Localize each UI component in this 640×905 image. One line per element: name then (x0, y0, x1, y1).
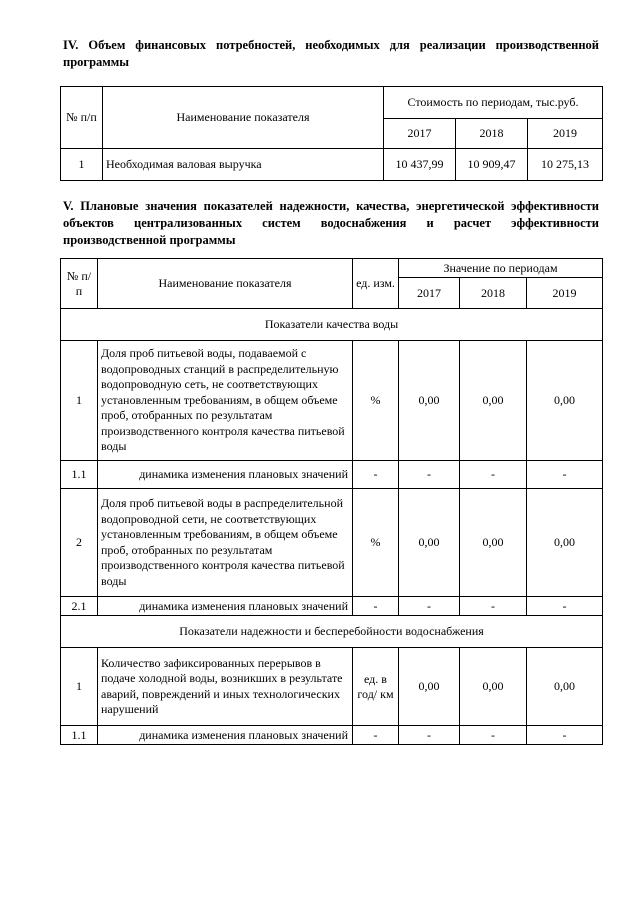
header-name: Наименование показателя (98, 259, 353, 309)
row-name: динамика изменения плановых значений (98, 726, 353, 745)
row-value: - (460, 597, 527, 616)
header-num: № п/п (61, 87, 103, 149)
header-year: 2019 (527, 278, 603, 309)
row-value: 0,00 (460, 648, 527, 726)
row-value: 0,00 (460, 489, 527, 597)
group-title: Показатели надежности и бесперебойности водоснабжения (61, 616, 603, 648)
header-values: Значение по периодам (399, 259, 603, 278)
row-value: 0,00 (399, 341, 460, 461)
table-row (61, 489, 603, 597)
row-value: 0,00 (527, 489, 603, 597)
row-name: Доля проб питьевой воды в распределительной водопроводной сети, не соответствующих установленным требованиям, в общем объеме проб, отобранных по результатам производственного контроля качества питьевой воды (98, 489, 353, 597)
row-unit: - (353, 597, 399, 616)
section-5-heading: V. Плановые значения показателей надежности, качества, энергетической эффективности объектов централизованных систем водоснабжения и расчет эффективности производственной программы (63, 199, 599, 247)
row-name: Необходимая валовая выручка (103, 149, 384, 181)
row-value: - (527, 726, 603, 745)
header-cost: Стоимость по периодам, тыс.руб. (384, 87, 603, 119)
header-num: № п/п (61, 259, 98, 309)
row-value: 0,00 (399, 489, 460, 597)
row-num: 1.1 (61, 461, 98, 489)
table-row (61, 461, 603, 489)
financial-needs-table (60, 86, 603, 181)
row-num: 1.1 (61, 726, 98, 745)
row-value: - (399, 461, 460, 489)
row-num: 2.1 (61, 597, 98, 616)
table-row (61, 597, 603, 616)
table-row (61, 726, 603, 745)
row-name: Доля проб питьевой воды, подаваемой с водопроводных станций в распределительную водопроводную сеть, не соответствующих установленным требованиям, в общем объеме проб, отобранных по результатам производственного контроля качества питьевой воды (98, 341, 353, 461)
table-row (61, 341, 603, 461)
row-name: динамика изменения плановых значений (98, 597, 353, 616)
header-unit: ед. изм. (353, 259, 399, 309)
header-year: 2018 (456, 119, 528, 149)
header-year: 2017 (384, 119, 456, 149)
row-value: 10 909,47 (456, 149, 528, 181)
table-row (61, 648, 603, 726)
header-year: 2019 (528, 119, 603, 149)
row-value: 10 275,13 (528, 149, 603, 181)
row-value: - (527, 597, 603, 616)
row-value: 0,00 (527, 341, 603, 461)
row-value: 0,00 (527, 648, 603, 726)
row-value: - (527, 461, 603, 489)
row-name: Количество зафиксированных перерывов в подаче холодной воды, возникших в результате аварий, повреждений и иных технологических нарушений (98, 648, 353, 726)
row-name: динамика изменения плановых значений (98, 461, 353, 489)
row-value: 10 437,99 (384, 149, 456, 181)
header-name: Наименование показателя (103, 87, 384, 149)
header-year: 2017 (399, 278, 460, 309)
row-unit: ед. в год/ км (353, 648, 399, 726)
row-value: - (460, 461, 527, 489)
row-unit: % (353, 489, 399, 597)
section-4-heading: IV. Объем финансовых потребностей, необходимых для реализации производственной программы (63, 38, 599, 69)
group-title: Показатели качества воды (61, 309, 603, 341)
row-value: 0,00 (399, 648, 460, 726)
indicators-table (60, 258, 603, 745)
row-num: 1 (61, 341, 98, 461)
row-num: 1 (61, 648, 98, 726)
row-num: 2 (61, 489, 98, 597)
row-value: 0,00 (460, 341, 527, 461)
row-unit: % (353, 341, 399, 461)
row-unit: - (353, 726, 399, 745)
row-value: - (399, 597, 460, 616)
table-row (61, 149, 603, 181)
header-year: 2018 (460, 278, 527, 309)
row-value: - (399, 726, 460, 745)
row-num: 1 (61, 149, 103, 181)
row-value: - (460, 726, 527, 745)
row-unit: - (353, 461, 399, 489)
